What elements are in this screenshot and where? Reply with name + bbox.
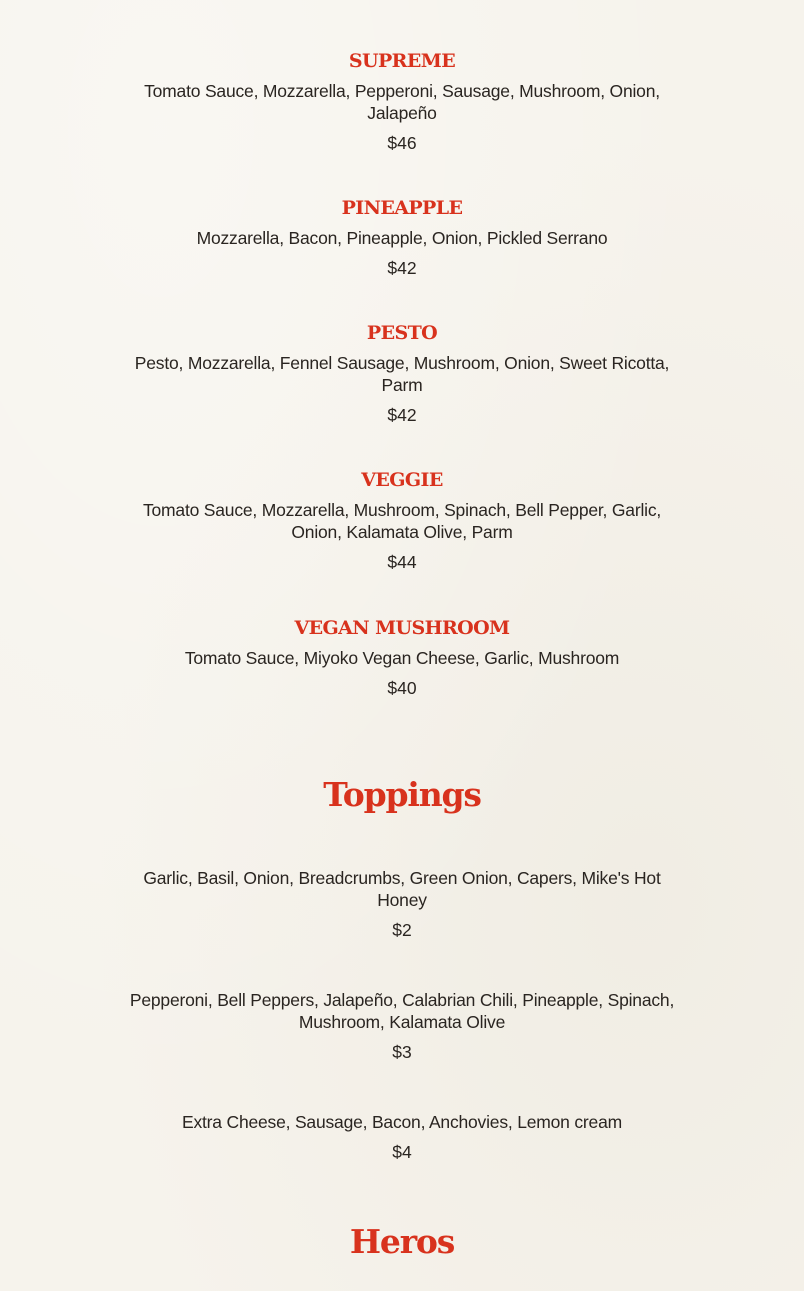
item-price: $42	[387, 405, 417, 425]
item-description: Tomato Sauce, Mozzarella, Mushroom, Spinach, Bell Pepper, Garlic, Onion, Kalamata Olive, Parm	[142, 500, 662, 542]
topping-price: $4	[392, 1142, 412, 1162]
topping-description: Extra Cheese, Sausage, Bacon, Anchovies, Lemon cream	[182, 1112, 622, 1132]
item-name: VEGGIE	[361, 469, 443, 491]
item-name: PINEAPPLE	[341, 197, 463, 219]
toppings-heading: Toppings	[323, 775, 481, 814]
item-description: Mozzarella, Bacon, Pineapple, Onion, Pickled Serrano	[196, 228, 608, 248]
item-name: SUPREME	[348, 50, 456, 72]
item-description: Tomato Sauce, Mozzarella, Pepperoni, Sausage, Mushroom, Onion, Jalapeño	[144, 81, 660, 123]
item-description: Pesto, Mozzarella, Fennel Sausage, Mushroom, Onion, Sweet Ricotta, Parm	[134, 353, 670, 395]
topping-description: Garlic, Basil, Onion, Breadcrumbs, Green Onion, Capers, Mike's Hot Honey	[143, 868, 661, 910]
topping-group-4	[0, 1111, 804, 1163]
topping-group-3	[0, 989, 804, 1063]
item-description: Tomato Sauce, Miyoko Vegan Cheese, Garlic, Mushroom	[184, 648, 620, 668]
menu-item-supreme	[0, 50, 804, 154]
menu-item-vegan-mushroom	[0, 617, 804, 699]
item-price: $40	[387, 678, 417, 698]
menu-item-veggie	[0, 469, 804, 573]
menu-item-pineapple	[0, 197, 804, 279]
item-price: $44	[387, 552, 417, 572]
item-name: VEGAN MUSHROOM	[294, 617, 510, 639]
heros-heading: Heros	[349, 1222, 455, 1261]
topping-price: $3	[392, 1042, 412, 1062]
topping-price: $2	[392, 920, 412, 940]
item-price: $46	[387, 133, 417, 153]
menu-item-pesto	[0, 322, 804, 426]
topping-group-2	[0, 867, 804, 941]
item-price: $42	[387, 258, 417, 278]
item-name: PESTO	[366, 322, 438, 344]
topping-description: Pepperoni, Bell Peppers, Jalapeño, Calabrian Chili, Pineapple, Spinach, Mushroom, Kalamata Olive	[129, 990, 675, 1032]
